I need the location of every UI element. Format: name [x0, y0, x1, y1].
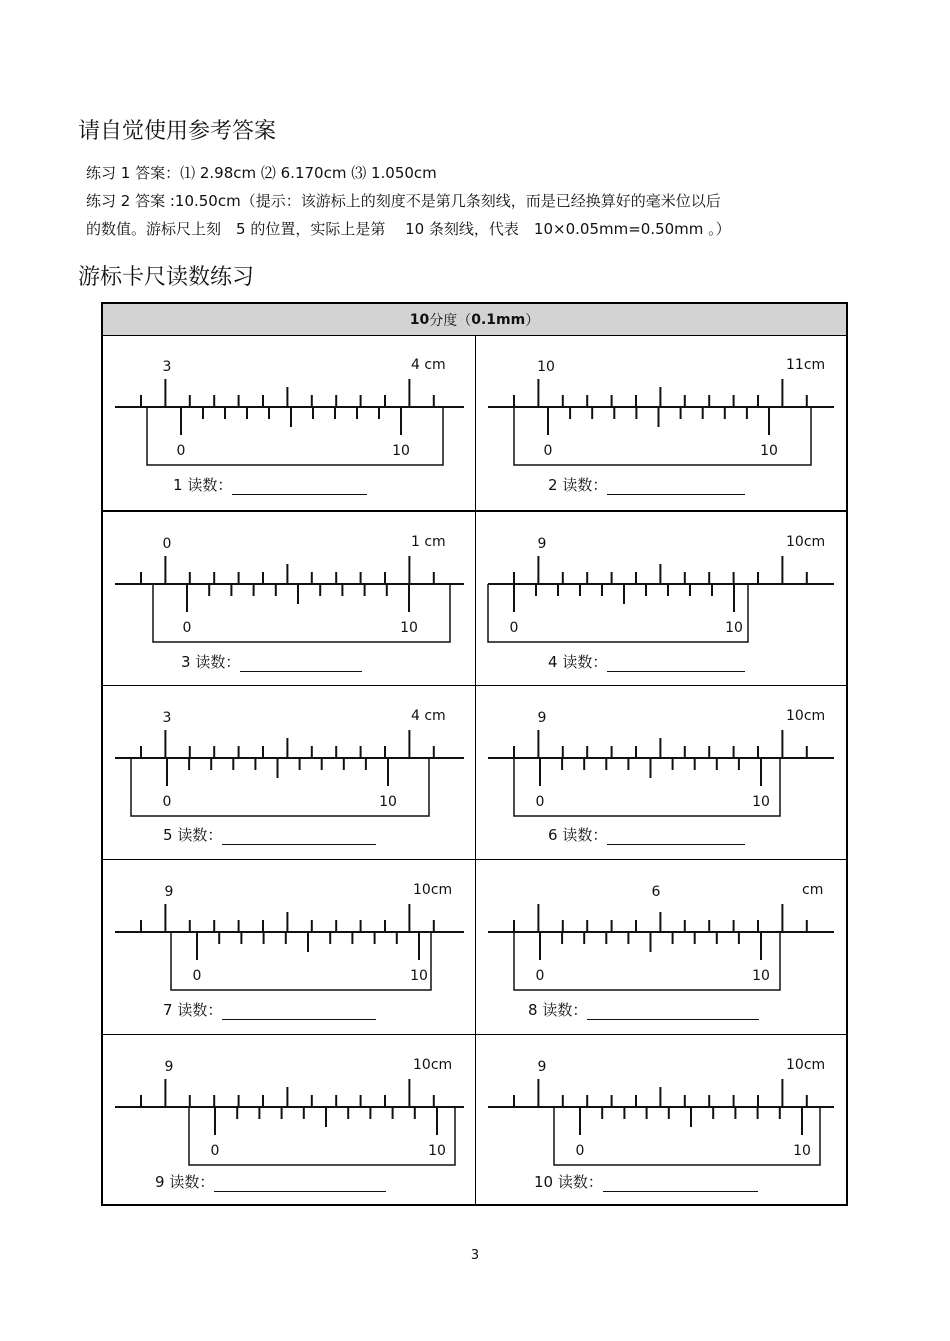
caliper-drawing-4	[476, 512, 846, 652]
vernier-ten-label: 10	[752, 968, 770, 984]
vernier-zero-label: 0	[509, 620, 519, 636]
vernier-ten-label: 10	[725, 620, 743, 636]
reading-row-8	[528, 999, 759, 1020]
reading-answer-blank[interactable]	[240, 655, 362, 672]
vernier-frame	[171, 932, 431, 990]
main-scale-right-label: 4 cm	[411, 708, 446, 724]
reading-label: 读数：	[557, 653, 608, 671]
main-scale-left-label: 9	[164, 884, 174, 900]
main-scale-left-label: 3	[162, 710, 172, 726]
vernier-ten-label: 10	[410, 968, 428, 984]
reading-answer-blank[interactable]	[222, 1003, 376, 1020]
reading-number: 1	[173, 476, 183, 494]
main-scale-left-label: 6	[651, 884, 661, 900]
reading-answer-blank[interactable]	[587, 1003, 759, 1020]
reading-number: 6	[548, 826, 558, 844]
caliper-drawing-1	[103, 335, 476, 475]
caliper-exercise-table	[101, 302, 848, 1206]
reading-number: 2	[548, 476, 558, 494]
main-scale-left-label: 3	[162, 359, 172, 375]
vernier-ten-label: 10	[793, 1143, 811, 1159]
caliper-drawing-3	[103, 512, 476, 652]
reading-label: 读数：	[164, 1173, 215, 1191]
header-precision: 0.1mm	[471, 311, 526, 328]
vernier-ten-label: 10	[760, 443, 778, 459]
reading-answer-blank[interactable]	[603, 1175, 758, 1192]
caliper-cell-10	[476, 1034, 846, 1206]
vernier-ten-label: 10	[428, 1143, 446, 1159]
main-scale-right-label: 10cm	[786, 1057, 826, 1073]
reading-number: 5	[163, 826, 173, 844]
vernier-zero-label: 0	[543, 443, 553, 459]
main-scale-right-label: 10cm	[786, 534, 826, 550]
main-scale-left-label: 10	[537, 359, 555, 375]
main-scale-right-label: 4 cm	[411, 357, 446, 373]
reading-number: 10	[534, 1173, 554, 1191]
header-division-text: 分度（	[429, 312, 472, 329]
table-header	[103, 304, 846, 336]
caliper-drawing-9	[103, 1035, 476, 1175]
vernier-frame	[488, 584, 748, 642]
caliper-cell-7	[103, 859, 476, 1034]
caliper-drawing-7	[103, 860, 476, 1000]
answer-2-line-2: 的数值。游标尺上刻 5 的位置，实际上是第 10 条刻线，代表 10×0.05mm=0.50mm 。）	[86, 220, 731, 238]
vernier-zero-label: 0	[535, 794, 545, 810]
reading-label: 读数：	[190, 653, 241, 671]
caliper-cell-9	[103, 1034, 476, 1206]
vernier-zero-label: 0	[575, 1143, 585, 1159]
vernier-zero-label: 0	[176, 443, 186, 459]
vernier-frame	[514, 758, 780, 816]
exercise-title: 游标卡尺读数练习	[78, 265, 255, 290]
main-scale-left-label: 9	[537, 710, 547, 726]
reading-answer-blank[interactable]	[214, 1175, 386, 1192]
reading-row-5	[163, 824, 376, 845]
caliper-cell-1	[103, 335, 476, 510]
reading-label: 读数：	[182, 476, 233, 494]
vernier-ten-label: 10	[752, 794, 770, 810]
reading-row-2	[548, 474, 745, 495]
caliper-drawing-10	[476, 1035, 846, 1175]
caliper-cell-4	[476, 510, 846, 685]
caliper-drawing-5	[103, 686, 476, 826]
caliper-drawing-2	[476, 335, 846, 475]
vernier-ten-label: 10	[400, 620, 418, 636]
reading-row-10	[534, 1171, 758, 1192]
reading-number: 9	[155, 1173, 165, 1191]
header-division-count: 10	[409, 311, 430, 328]
reading-number: 7	[163, 1001, 173, 1019]
reading-label: 读数：	[557, 476, 608, 494]
answer-2-line-1: 练习 2 答案 :10.50cm（提示：该游标上的刻度不是第几条刻线，而是已经换算好的毫米位以后	[86, 192, 721, 210]
main-scale-left-label: 9	[164, 1059, 174, 1075]
reading-answer-blank[interactable]	[232, 478, 367, 495]
caliper-cell-8	[476, 859, 846, 1034]
reading-row-4	[548, 651, 745, 672]
reading-row-9	[155, 1171, 386, 1192]
reading-answer-blank[interactable]	[607, 478, 745, 495]
vernier-zero-label: 0	[535, 968, 545, 984]
main-scale-right-label: 10cm	[413, 882, 453, 898]
caliper-cell-6	[476, 685, 846, 859]
caliper-cell-2	[476, 335, 846, 510]
header-close: ）	[525, 312, 540, 329]
vernier-zero-label: 0	[192, 968, 202, 984]
caliper-cell-5	[103, 685, 476, 859]
main-scale-left-label: 9	[537, 536, 547, 552]
caliper-drawing-8	[476, 860, 846, 1000]
reading-row-7	[163, 999, 376, 1020]
reading-row-6	[548, 824, 745, 845]
caliper-drawing-6	[476, 686, 846, 826]
main-scale-right-label: cm	[802, 882, 824, 898]
caliper-cell-3	[103, 510, 476, 685]
vernier-zero-label: 0	[182, 620, 192, 636]
main-scale-right-label: 10cm	[413, 1057, 453, 1073]
vernier-zero-label: 0	[210, 1143, 220, 1159]
page-number: 3	[470, 1248, 480, 1263]
main-scale-left-label: 0	[162, 536, 172, 552]
vernier-zero-label: 0	[162, 794, 172, 810]
main-scale-left-label: 9	[537, 1059, 547, 1075]
reading-row-1	[173, 474, 367, 495]
answers-title: 请自觉使用参考答案	[78, 119, 277, 144]
vernier-ten-label: 10	[379, 794, 397, 810]
main-scale-right-label: 1 cm	[411, 534, 446, 550]
main-scale-right-label: 11cm	[786, 357, 826, 373]
reading-label: 读数：	[537, 1001, 588, 1019]
main-scale-right-label: 10cm	[786, 708, 826, 724]
reading-answer-blank[interactable]	[607, 655, 745, 672]
vernier-frame	[514, 932, 780, 990]
reading-label: 读数：	[172, 826, 223, 844]
reading-label: 读数：	[557, 826, 608, 844]
reading-row-3	[181, 651, 362, 672]
reading-number: 8	[528, 1001, 538, 1019]
vernier-ten-label: 10	[392, 443, 410, 459]
reading-answer-blank[interactable]	[607, 828, 745, 845]
reading-number: 3	[181, 653, 191, 671]
reading-number: 4	[548, 653, 558, 671]
reading-label: 读数：	[172, 1001, 223, 1019]
answer-1: 练习 1 答案：⑴ 2.98cm ⑵ 6.170cm ⑶ 1.050cm	[86, 164, 437, 182]
reading-label: 读数：	[553, 1173, 603, 1191]
reading-answer-blank[interactable]	[222, 828, 376, 845]
